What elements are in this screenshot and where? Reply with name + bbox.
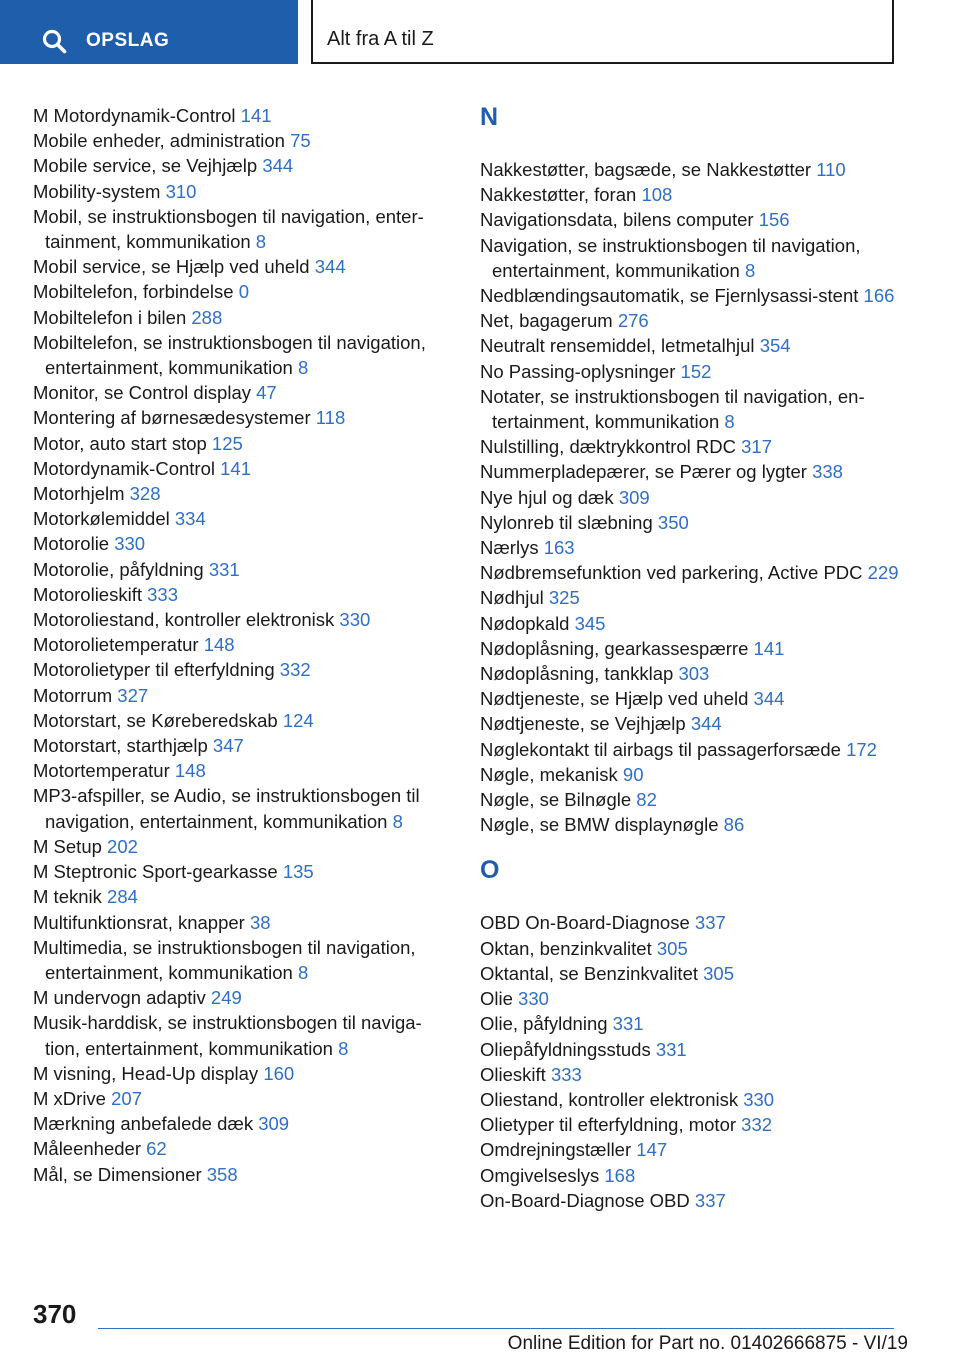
index-entry-text: Omdrejningstæller	[480, 1139, 637, 1161]
page-reference-link[interactable]: 8	[724, 411, 735, 433]
index-entry-text: Nøgle, mekanisk	[480, 763, 623, 785]
index-entry-text: Motorstart, se Køreberedskab	[33, 709, 283, 731]
index-entry-text: Mobile enheder, administration	[33, 130, 291, 152]
index-entry	[33, 204, 448, 254]
page-reference-link[interactable]: 358	[206, 1163, 238, 1185]
page-reference-link[interactable]: 86	[723, 814, 745, 836]
index-entry-text: Nummerpladepærer, se Pærer og lygter	[480, 461, 813, 483]
page-reference-link[interactable]: 331	[208, 558, 240, 580]
index-entry-text: Mobil, se instruktionsbogen til navigation, enter‐tainment, kommunikation	[33, 205, 424, 253]
index-entry	[480, 459, 900, 484]
index-entry-text: Nærlys	[480, 537, 544, 559]
index-entry-text: Navigationsdata, bilens computer	[480, 209, 759, 231]
page-reference-link[interactable]: 0	[238, 281, 249, 303]
index-entry-text: Nødoplåsning, tankklap	[480, 663, 679, 685]
page-reference-link[interactable]: 207	[111, 1087, 142, 1109]
page-reference-link[interactable]: 8	[744, 259, 756, 281]
index-entry	[480, 560, 900, 585]
index-entry	[480, 283, 900, 308]
index-entry	[33, 456, 448, 481]
index-entry	[33, 1111, 448, 1136]
index-entry	[480, 812, 900, 837]
index-entry	[480, 1011, 900, 1036]
index-entry-text: Net, bagagerum	[480, 310, 618, 332]
page-reference-link[interactable]: 8	[297, 357, 309, 379]
page-reference-link[interactable]: 75	[290, 130, 311, 152]
index-entry	[480, 510, 900, 535]
index-entry	[480, 384, 900, 434]
page-reference-link[interactable]: 147	[636, 1139, 668, 1161]
index-entry-text: Multimedia, se instruktionsbogen til navigation, entertainment, kommunikation	[33, 936, 416, 983]
index-entry-text: M undervogn adaptiv	[33, 987, 211, 1009]
index-entry	[33, 481, 448, 506]
index-entry-text: Mobiltelefon i bilen	[33, 306, 192, 328]
index-entry-text: Navigation, se instruktionsbogen til navigation, entertainment, kommunikation	[480, 234, 861, 281]
index-entry-text: M Steptronic Sport-gearkasse	[33, 861, 283, 883]
index-entry	[480, 1112, 900, 1137]
index-entry-text: Nakkestøtter, bagsæde, se Nakkestøtter	[480, 159, 817, 180]
page-reference-link[interactable]: 284	[107, 886, 138, 908]
index-entry-text: Motortemperatur	[33, 760, 175, 782]
index-entry-text: Nødoplåsning, gearkassespærre	[480, 637, 754, 659]
index-entry-text: Montering af børnesædesystemer	[33, 407, 316, 429]
page-reference-link[interactable]: 156	[758, 209, 790, 231]
index-entry-text: Motorhjelm	[33, 483, 130, 505]
index-entry	[33, 1162, 448, 1187]
index-entry	[480, 686, 900, 711]
page-reference-link[interactable]: 345	[574, 612, 606, 634]
index-entry-text: Omgivelseslys	[480, 1164, 605, 1186]
index-entry-text: Notater, se instruktionsbogen til navigation, en‐tertainment, kommunikation	[480, 385, 865, 433]
index-entry-text: On-Board-Diagnose OBD	[480, 1189, 695, 1211]
page-reference-link[interactable]: 330	[339, 609, 371, 631]
index-entry	[33, 935, 448, 985]
page-reference-link[interactable]: 166	[863, 285, 895, 307]
index-entry-text: Mobile service, se Vejhjælp	[33, 155, 263, 177]
index-entry	[33, 1086, 448, 1111]
index-entry-text: MP3-afspiller, se Audio, se instruktionsbogen til navigation, entertainment, kommunikation	[33, 785, 420, 832]
search-icon	[41, 28, 69, 56]
page-reference-link[interactable]: 202	[107, 835, 138, 857]
index-entry	[33, 380, 448, 405]
index-entry-list	[33, 103, 448, 1187]
index-entry-list	[480, 157, 900, 837]
index-entry	[33, 733, 448, 758]
index-entry	[480, 308, 900, 333]
page-reference-link[interactable]: 330	[114, 533, 146, 555]
index-entry	[480, 737, 900, 762]
page-reference-link[interactable]: 141	[220, 457, 251, 479]
page-reference-link[interactable]: 309	[618, 486, 650, 508]
page-reference-link[interactable]: 337	[694, 912, 726, 934]
page-reference-link[interactable]: 125	[211, 432, 243, 454]
index-entry	[33, 582, 448, 607]
index-entry	[480, 233, 900, 283]
index-entry	[33, 279, 448, 304]
footer-divider	[98, 1328, 894, 1329]
index-entry-text: Olie, påfyldning	[480, 1013, 613, 1035]
index-entry-text: Nulstilling, dæktrykkontrol RDC	[480, 436, 742, 458]
index-entry-text: Mærkning anbefalede dæk	[33, 1113, 259, 1135]
index-entry-text: Olietyper til efterfyldning, motor	[480, 1114, 742, 1136]
index-entry-text: Mål, se Dimensioner	[33, 1163, 207, 1185]
index-entry-text: M xDrive	[33, 1087, 112, 1109]
index-entry	[33, 859, 448, 884]
index-entry	[33, 758, 448, 783]
index-entry	[480, 535, 900, 560]
index-entry-text: OBD On-Board-Diagnose	[480, 912, 695, 934]
letter-heading-o: O	[480, 856, 500, 885]
page-reference-link[interactable]: 328	[129, 483, 161, 505]
page-reference-link[interactable]: 334	[174, 508, 206, 530]
index-entry-text: Mobiltelefon, forbindelse	[33, 281, 239, 303]
index-entry	[33, 607, 448, 632]
page-reference-link[interactable]: 332	[279, 659, 311, 681]
index-entry-text: Motorolietyper til efterfyldning	[33, 659, 280, 681]
page-number: 370	[33, 1299, 77, 1329]
index-entry-text: Nødtjeneste, se Hjælp ved uheld	[480, 688, 754, 710]
index-entry	[480, 611, 900, 636]
index-entry-text: M Motordynamik-Control	[33, 105, 241, 126]
index-entry	[33, 1061, 448, 1086]
page-reference-link[interactable]: 160	[263, 1062, 295, 1084]
index-entry-text: Motor, auto start stop	[33, 432, 212, 454]
index-entry	[33, 103, 448, 128]
page-reference-link[interactable]: 141	[753, 637, 785, 659]
index-entry	[480, 1087, 900, 1112]
page-reference-link[interactable]: 118	[315, 407, 346, 429]
index-entry	[33, 910, 448, 935]
index-entry	[33, 153, 448, 178]
index-entry-text: Mobil service, se Hjælp ved uheld	[33, 256, 315, 278]
index-entry	[33, 330, 448, 380]
index-entry-text: Oktantal, se Benzinkvalitet	[480, 962, 704, 984]
index-entry	[33, 531, 448, 556]
index-entry-text: Nye hjul og dæk	[480, 486, 619, 508]
index-entry-text: Mobility-system	[33, 180, 166, 202]
page-reference-link[interactable]: 152	[680, 360, 712, 382]
index-entry-text: Nødbremsefunktion ved parkering, Active PDC	[480, 562, 868, 584]
index-entry	[33, 1010, 448, 1060]
index-entry-text: M teknik	[33, 886, 108, 908]
page-reference-link[interactable]: 327	[117, 684, 149, 706]
index-entry	[480, 157, 900, 182]
index-entry-text: Oktan, benzinkvalitet	[480, 937, 657, 959]
index-entry	[33, 128, 448, 153]
index-entry	[480, 1062, 900, 1087]
index-entry	[480, 207, 900, 232]
page-reference-link[interactable]: 229	[867, 562, 899, 584]
page-reference-link[interactable]: 8	[338, 1037, 349, 1059]
page-reference-link[interactable]: 344	[690, 713, 722, 735]
index-entry-text: Motorkølemiddel	[33, 508, 175, 530]
page-reference-link[interactable]: 172	[846, 738, 877, 760]
page-reference-link[interactable]: 8	[255, 231, 267, 253]
index-entry-text: M visning, Head-Up display	[33, 1062, 264, 1084]
index-entry	[480, 661, 900, 686]
page-reference-link[interactable]: 330	[518, 988, 549, 1010]
index-entry-text: Nødtjeneste, se Vejhjælp	[480, 713, 691, 735]
index-entry	[33, 405, 448, 430]
index-entry	[480, 182, 900, 207]
index-entry	[480, 1037, 900, 1062]
page-reference-link[interactable]: 350	[657, 511, 689, 533]
index-entry-list	[480, 910, 900, 1212]
page-reference-link[interactable]: 47	[256, 382, 277, 404]
page-reference-link[interactable]: 141	[240, 105, 272, 126]
page-reference-link[interactable]: 337	[694, 1189, 726, 1211]
index-entry-text: Motordynamik-Control	[33, 457, 221, 479]
page-reference-link[interactable]: 305	[703, 962, 735, 984]
page-reference-link[interactable]: 148	[203, 634, 235, 656]
index-entry	[33, 834, 448, 859]
index-entry	[33, 179, 448, 204]
page-reference-link[interactable]: 38	[249, 911, 271, 933]
page-reference-link[interactable]: 305	[656, 937, 688, 959]
page-reference-link[interactable]: 344	[753, 688, 785, 710]
index-entry-text: Olie	[480, 988, 519, 1010]
index-entry-text: Nedblændingsautomatik, se Fjernlysassi‐stent	[480, 285, 864, 307]
index-entry	[33, 431, 448, 456]
index-entry	[480, 961, 900, 986]
index-entry-text: M Setup	[33, 835, 108, 857]
index-entry-text: Motorolietemperatur	[33, 634, 204, 656]
index-entry-text: Musik-harddisk, se instruktionsbogen til naviga‐tion, entertainment, kommunikation	[33, 1012, 422, 1059]
index-entry	[33, 783, 448, 833]
page-reference-link[interactable]: 333	[147, 583, 178, 605]
page-reference-link[interactable]: 135	[282, 861, 314, 883]
index-entry	[480, 1163, 900, 1188]
index-entry-text: Nødopkald	[480, 612, 575, 634]
page-reference-link[interactable]: 148	[174, 760, 206, 782]
page-reference-link[interactable]: 90	[622, 763, 644, 785]
index-entry-text: Motorstart, starthjælp	[33, 735, 213, 757]
index-entry	[33, 985, 448, 1010]
index-entry-text: Nøgle, se BMW displaynøgle	[480, 814, 724, 836]
index-entry	[480, 333, 900, 358]
index-entry-text: Monitor, se Control display	[33, 382, 257, 404]
index-entry-text: Mobiltelefon, se instruktionsbogen til navigation, entertainment, kommunikation	[33, 331, 426, 379]
index-entry-text: Motorolie, påfyldning	[33, 558, 209, 580]
page-reference-link[interactable]: 288	[191, 306, 223, 328]
index-entry	[480, 1137, 900, 1162]
index-entry	[480, 910, 900, 935]
index-entry	[480, 762, 900, 787]
page-reference-link[interactable]: 8	[392, 810, 403, 832]
index-entry-text: Oliestand, kontroller elektronisk	[480, 1088, 744, 1110]
index-entry-text: Oliepåfyldningsstuds	[480, 1038, 656, 1060]
index-column-left	[33, 103, 448, 1187]
opslag-tab-label: OPSLAG	[86, 30, 170, 51]
edition-note: Online Edition for Part no. 01402666875 - VI/19	[507, 1333, 908, 1354]
index-entry	[480, 711, 900, 736]
page-reference-link[interactable]: 110	[816, 159, 846, 180]
index-entry	[33, 632, 448, 657]
section-header	[311, 0, 894, 64]
index-entry-text: Nøgle, se Bilnøgle	[480, 789, 637, 811]
index-entry	[33, 254, 448, 279]
index-entry	[33, 884, 448, 909]
page-reference-link[interactable]: 310	[165, 180, 197, 202]
index-entry	[480, 485, 900, 510]
index-entry	[480, 787, 900, 812]
page-reference-link[interactable]: 331	[655, 1038, 687, 1060]
index-entry	[480, 359, 900, 384]
letter-heading-n: N	[480, 103, 499, 131]
index-entry-text: Motorolie	[33, 533, 115, 555]
page-reference-link[interactable]: 344	[314, 256, 346, 278]
page-reference-link[interactable]: 330	[743, 1088, 775, 1110]
page-reference-link[interactable]: 168	[604, 1164, 636, 1186]
index-entry	[33, 305, 448, 330]
page-reference-link[interactable]: 108	[641, 184, 673, 206]
index-entry	[480, 986, 900, 1011]
page-reference-link[interactable]: 347	[212, 735, 244, 757]
page-reference-link[interactable]: 124	[282, 709, 314, 731]
page-reference-link[interactable]: 354	[759, 335, 791, 357]
page-reference-link[interactable]: 276	[617, 310, 649, 332]
index-entry-text: Motorolieskift	[33, 583, 148, 605]
page-reference-link[interactable]: 163	[543, 537, 575, 559]
index-entry	[33, 557, 448, 582]
page-reference-link[interactable]: 82	[636, 789, 657, 811]
page-reference-link[interactable]: 62	[146, 1138, 167, 1160]
index-entry	[480, 434, 900, 459]
index-entry-text: Motorrum	[33, 684, 118, 706]
page-reference-link[interactable]: 317	[741, 436, 772, 458]
index-entry-text: Nødhjul	[480, 587, 549, 609]
page-reference-link[interactable]: 303	[678, 663, 710, 685]
index-entry	[33, 708, 448, 733]
index-entry-text: Måleenheder	[33, 1138, 147, 1160]
index-entry-text: Nakkestøtter, foran	[480, 184, 642, 206]
page-reference-link[interactable]: 333	[550, 1063, 582, 1085]
index-entry	[33, 1136, 448, 1161]
page-reference-link[interactable]: 8	[297, 961, 309, 983]
page-reference-link[interactable]: 309	[258, 1113, 290, 1135]
index-entry-text: No Passing-oplysninger	[480, 360, 681, 382]
opslag-tab[interactable]	[0, 0, 298, 64]
page-reference-link[interactable]: 331	[612, 1013, 644, 1035]
index-entry-text: Motoroliestand, kontroller elektronisk	[33, 609, 340, 631]
index-entry-text: Neutralt rensemiddel, letmetalhjul	[480, 335, 760, 357]
index-entry	[480, 585, 900, 610]
index-entry	[480, 636, 900, 661]
page-reference-link[interactable]: 344	[262, 155, 294, 177]
index-column-right	[480, 103, 900, 1213]
page-reference-link[interactable]: 332	[741, 1114, 773, 1136]
index-entry	[33, 683, 448, 708]
page-reference-link[interactable]: 249	[210, 987, 242, 1009]
index-entry-text: Nøglekontakt til airbags til passagerforsæde	[480, 738, 847, 760]
page-reference-link[interactable]: 338	[812, 461, 843, 483]
index-entry	[480, 936, 900, 961]
page-reference-link[interactable]: 325	[548, 587, 580, 609]
index-entry-text: Multifunktionsrat, knapper	[33, 911, 250, 933]
index-entry-text: Olieskift	[480, 1063, 551, 1085]
section-title: Alt fra A til Z	[327, 28, 434, 50]
index-entry-text: Nylonreb til slæbning	[480, 511, 658, 533]
index-entry	[33, 657, 448, 682]
index-entry	[33, 506, 448, 531]
index-entry	[480, 1188, 900, 1213]
